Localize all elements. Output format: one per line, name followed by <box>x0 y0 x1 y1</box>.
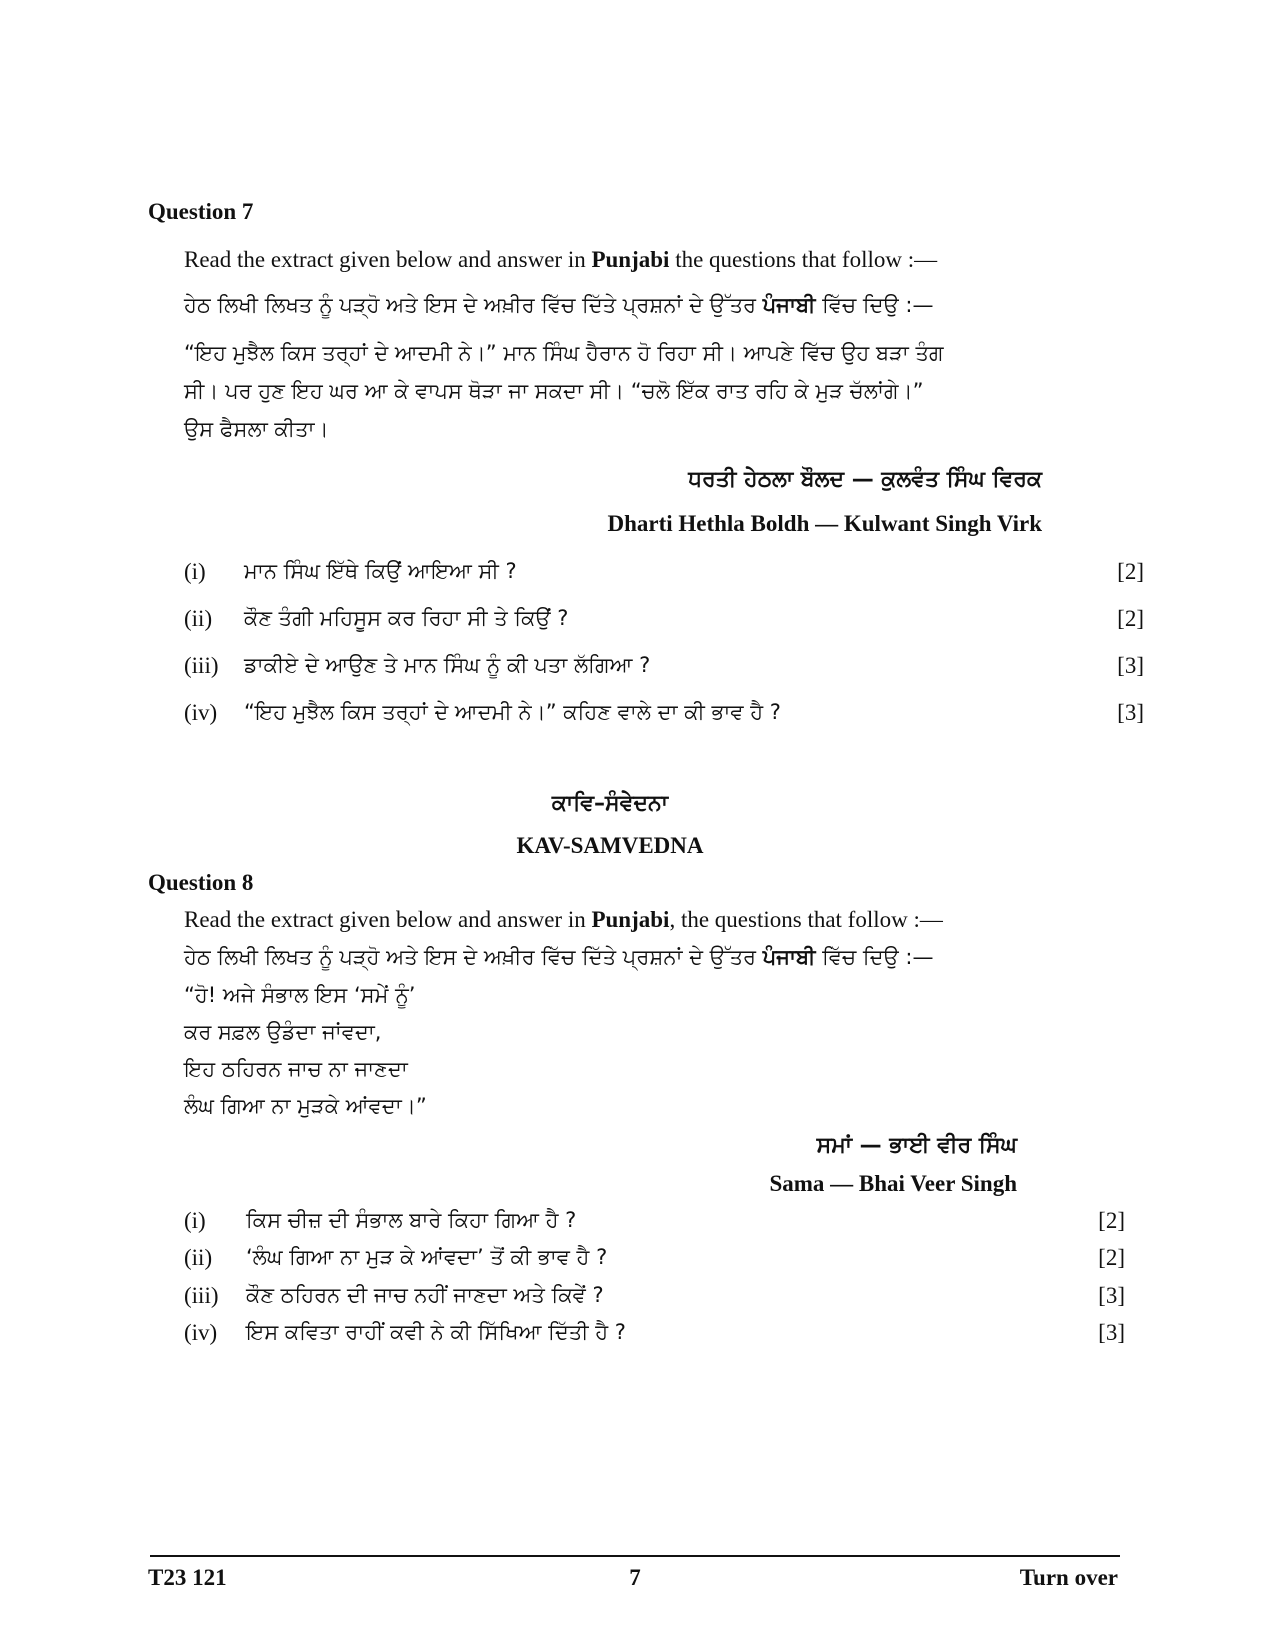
q7-subq-text: ਡਾਕੀਏ ਦੇ ਆਉਣ ਤੇ ਮਾਨ ਸਿੰਘ ਨੂੰ ਕੀ ਪਤਾ ਲੱਗਿਆ ? <box>244 653 651 677</box>
q7-subq-marks: [2] <box>1117 606 1144 631</box>
q8-subq-text: ‘ਲੰਘ ਗਿਆ ਨਾ ਮੁੜ ਕੇ ਆਂਵਦਾ’ ਤੋਂ ਕੀ ਭਾਵ ਹੈ ? <box>246 1245 608 1269</box>
q8-subq-text: ਕੌਣ ਠਹਿਰਨ ਦੀ ਜਾਚ ਨਹੀਂ ਜਾਣਦਾ ਅਤੇ ਕਿਵੇਂ ? <box>246 1283 604 1307</box>
q8-subq-marks: [3] <box>1098 1320 1125 1345</box>
q7-extract-line: “ਇਹ ਮੁਝੈਲ ਕਿਸ ਤਰ੍ਹਾਂ ਦੇ ਆਦਮੀ ਨੇ।” ਮਾਨ ਸਿੰਘ ਹੈਰਾਨ ਹੋ ਰਿਹਾ ਸੀ। ਆਪਣੇ ਵਿੱਚ ਉਹ ਬੜਾ ਤੰਗ <box>184 341 944 365</box>
q8-subq-number: (iv) <box>184 1320 218 1345</box>
q8-source-en: Sama — Bhai Veer Singh <box>769 1171 1017 1196</box>
q7-instruction-en: Read the extract given below and answer in Punjabi the questions that follow :— <box>184 247 938 272</box>
q8-subq-number: (i) <box>184 1208 206 1233</box>
q7-instruction-pa: ਹੇਠ ਲਿਖੀ ਲਿਖਤ ਨੂੰ ਪੜ੍ਹੋ ਅਤੇ ਇਸ ਦੇ ਅਖ਼ੀਰ ਵਿੱਚ ਦਿੱਤੇ ਪ੍ਰਸ਼ਨਾਂ ਦੇ ਉੱਤਰ ਪੰਜਾਬੀ ਵਿੱਚ ਦਿਉ :— <box>184 293 934 317</box>
q8-subq-marks: [3] <box>1098 1283 1125 1308</box>
q8-poem-line: ਲੰਘ ਗਿਆ ਨਾ ਮੁੜਕੇ ਆਂਵਦਾ।” <box>184 1094 427 1118</box>
q8-subq-text: ਕਿਸ ਚੀਜ਼ ਦੀ ਸੰਭਾਲ ਬਾਰੇ ਕਿਹਾ ਗਿਆ ਹੈ ? <box>246 1208 577 1232</box>
q8-poem-line: ਇਹ ਠਹਿਰਨ ਜਾਚ ਨਾ ਜਾਣਦਾ <box>184 1057 408 1081</box>
q7-subq-number: (iv) <box>184 700 218 725</box>
q7-subq-text: ਕੌਣ ਤੰਗੀ ਮਹਿਸੂਸ ਕਰ ਰਿਹਾ ਸੀ ਤੇ ਕਿਉਂ ? <box>244 606 569 630</box>
q8-instruction-en: Read the extract given below and answer in Punjabi, the questions that follow :— <box>184 907 943 932</box>
q7-subq-number: (ii) <box>184 606 213 631</box>
footer-page-number: 7 <box>629 1565 641 1590</box>
q7-subq-text: ਮਾਨ ਸਿੰਘ ਇੱਥੇ ਕਿਉਂ ਆਇਆ ਸੀ ? <box>244 559 517 583</box>
footer-turn-over: Turn over <box>1019 1565 1118 1590</box>
q7-extract-line: ਸੀ। ਪਰ ਹੁਣ ਇਹ ਘਰ ਆ ਕੇ ਵਾਪਸ ਥੋੜਾ ਜਾ ਸਕਦਾ ਸੀ। “ਚਲੋ ਇੱਕ ਰਾਤ ਰਹਿ ਕੇ ਮੁੜ ਚੱਲਾਂਗੇ।” <box>184 379 924 403</box>
q7-subq-marks: [3] <box>1117 700 1144 725</box>
q7-subq-marks: [2] <box>1117 559 1144 584</box>
q7-source-pa: ਧਰਤੀ ਹੇਠਲਾ ਬੌਲਦ — ਕੁਲਵੰਤ ਸਿੰਘ ਵਿਰਕ <box>688 467 1042 492</box>
q8-subq-marks: [2] <box>1098 1245 1125 1270</box>
q8-instruction-pa: ਹੇਠ ਲਿਖੀ ਲਿਖਤ ਨੂੰ ਪੜ੍ਹੋ ਅਤੇ ਇਸ ਦੇ ਅਖ਼ੀਰ ਵਿੱਚ ਦਿੱਤੇ ਪ੍ਰਸ਼ਨਾਂ ਦੇ ਉੱਤਰ ਪੰਜਾਬੀ ਵਿੱਚ ਦਿਉ :— <box>184 945 934 969</box>
q8-poem-line: “ਹੋ! ਅਜੇ ਸੰਭਾਲ ਇਸ ‘ਸਮੇਂ ਨੂੰ’ <box>184 983 416 1007</box>
q8-subq-text: ਇਸ ਕਵਿਤਾ ਰਾਹੀਂ ਕਵੀ ਨੇ ਕੀ ਸਿੱਖਿਆ ਦਿੱਤੀ ਹੈ ? <box>246 1320 626 1344</box>
footer-paper-code: T23 121 <box>148 1565 227 1590</box>
q8-source-pa: ਸਮਾਂ — ਭਾਈ ਵੀਰ ਸਿੰਘ <box>816 1133 1017 1158</box>
question-7-title: Question 7 <box>148 199 254 224</box>
section-heading-en: KAV-SAMVEDNA <box>516 833 704 858</box>
q7-subq-number: (i) <box>184 559 206 584</box>
q7-source-en: Dharti Hethla Boldh — Kulwant Singh Virk <box>607 511 1042 536</box>
footer-divider <box>150 1555 1120 1557</box>
q8-poem-line: ਕਰ ਸਫ਼ਲ ਉਡੰਦਾ ਜਾਂਵਦਾ, <box>184 1020 382 1044</box>
q7-subq-text: “ਇਹ ਮੁਝੈਲ ਕਿਸ ਤਰ੍ਹਾਂ ਦੇ ਆਦਮੀ ਨੇ।” ਕਹਿਣ ਵਾਲੇ ਦਾ ਕੀ ਭਾਵ ਹੈ ? <box>244 700 781 724</box>
section-heading-pa: ਕਾਵਿ–ਸੰਵੇਦਨਾ <box>551 791 669 816</box>
question-8-title: Question 8 <box>148 870 254 895</box>
q7-subq-number: (iii) <box>184 653 219 678</box>
q8-subq-number: (ii) <box>184 1245 213 1270</box>
q7-subq-marks: [3] <box>1117 653 1144 678</box>
q8-subq-marks: [2] <box>1098 1208 1125 1233</box>
q8-subq-number: (iii) <box>184 1283 219 1308</box>
q7-extract-line: ਉਸ ਫੈਸਲਾ ਕੀਤਾ। <box>184 417 329 441</box>
